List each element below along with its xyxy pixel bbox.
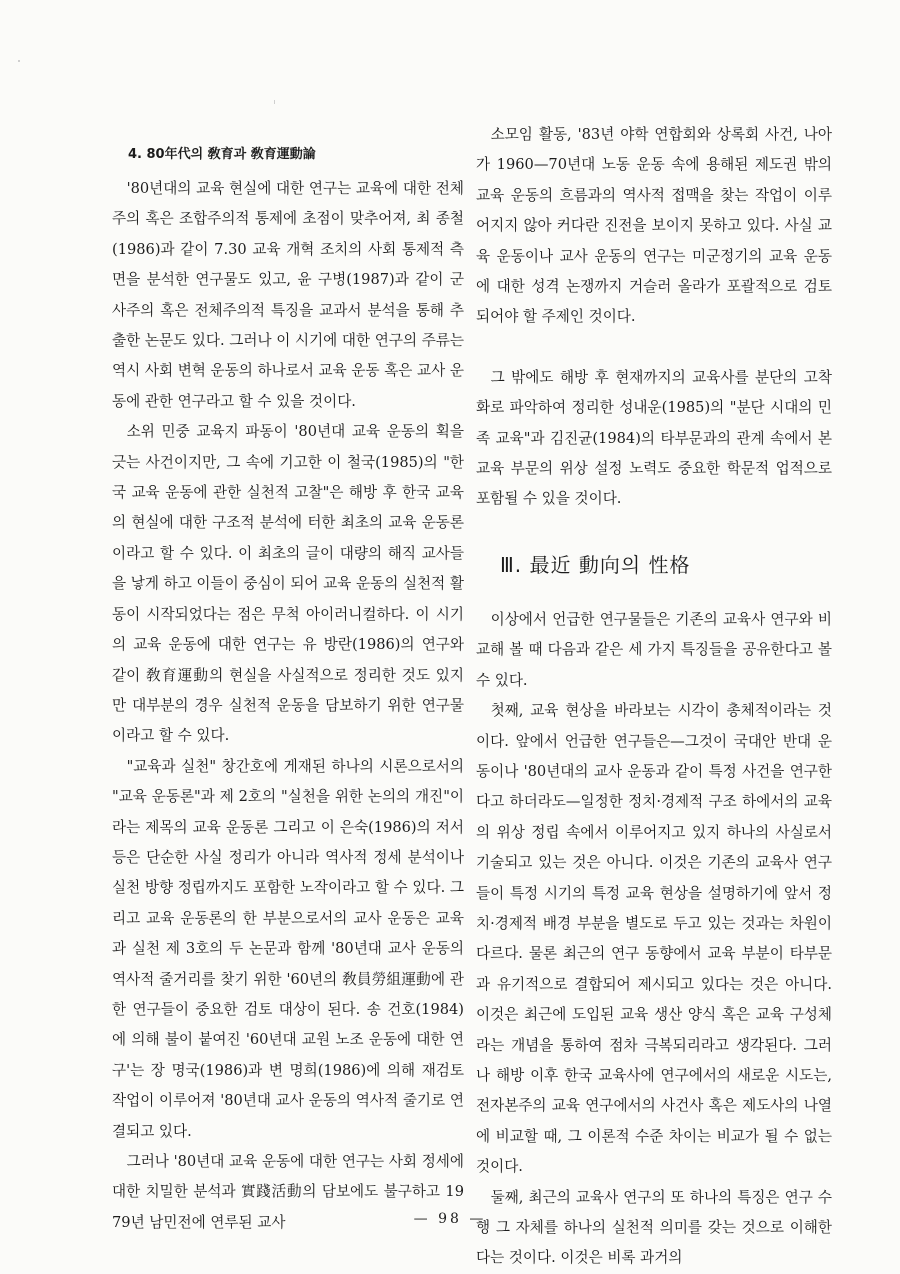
paragraph: 소위 민중 교육지 파동이 '80년대 교육 운동의 획을 긋는 사건이지만, 그 속에 기고한 이 철국(1985)의 "한국 교육 운동에 관한 실천적 고찰"은 해방 후 한국 교육의 현실에 대한 구조적 분석에 터한 최초의 교육 운동론이라고 할 수 있다. 이 최초의 글이 대량의 해직 교사들을 낳게 하고 이들이 중심이 되어 교육 운동의 실천적 활동이 시작되었다는 점은 무척 아이러니컬하다. 이 시기의 교육 운동에 대한 연구는 유 방란(1986)의 연구와 같이 敎育運動의 현실을 사실적으로 정리한 것도 있지만 대부분의 경우 실천적 운동을 담보하기 위한 연구물이라고 할 수 있다. bbox=[112, 423, 464, 745]
section-title: 4. 80年代의 敎育과 敎育運動論 bbox=[128, 147, 316, 162]
chapter-title: Ⅲ. 最近 動向의 性格 bbox=[500, 552, 691, 577]
paragraph: '80년대의 교육 현실에 대한 연구는 교육에 대한 전체주의 혹은 조합주의적 통제에 초점이 맞추어져, 최 종철(1986)과 같이 7.30 교육 개혁 조치의 사회 통제적 측면을 분석한 연구물도 있고, 윤 구병(1987)과 같이 군사주의 혹은 전체주의적 특징을 교과서 분석을 통해 추출한 논문도 있다. 그러나 이 시기에 대한 연구의 주류는 역시 사회 변혁 운동의 하나로서 교육 운동 혹은 교사 운동에 관한 연구라고 할 수 있을 것이다. bbox=[112, 180, 464, 410]
left-column bbox=[112, 120, 464, 1238]
scan-mark-left bbox=[18, 60, 20, 62]
paragraph: "교육과 실천" 창간호에 게재된 하나의 시론으로서의 "교육 운동론"과 제 2호의 "실천을 위한 논의의 개진"이라는 제목의 교육 운동론 그리고 이 은숙(1986)의 저서 등은 단순한 사실 정리가 아니라 역사적 정세 분석이나 실천 방향 정립까지도 포함한 노작이라고 할 수 있다. 그리고 교육 운동론의 한 부분으로서의 교사 운동은 교육과 실천 제 3호의 두 논문과 함께 '80년대 교사 운동의 역사적 줄거리를 찾기 위한 '60년의 敎員勞組運動에 관한 연구들이 중요한 검토 대상이 된다. 송 건호(1984)에 의해 불이 붙여진 '60년대 교원 노조 운동에 대한 연구'는 장 명국(1986)과 변 명희(1986)에 의해 재검토 작업이 이루어져 '80년대 교사 운동의 역사적 줄기로 연결되고 있다. bbox=[112, 757, 464, 1140]
paragraph: 첫째, 교육 현상을 바라보는 시각이 총체적이라는 것이다. 앞에서 언급한 연구들은—그것이 국대안 반대 운동이나 '80년대의 교사 운동과 같이 특정 사건을 연구한다고 하더라도—일정한 정치·경제적 구조 하에서의 교육의 위상 정립 속에서 이루어지고 있지 하나의 사실로서 기술되고 있는 것은 아니다. 이것은 기존의 교육사 연구들이 특정 시기의 특정 교육 현상을 설명하기에 앞서 정치·경제적 배경 부분을 별도로 두고 있는 것과는 차원이 다르다. 물론 최근의 연구 동향에서 교육 부분이 타부문과 유기적으로 결합되어 제시되고 있다는 것은 아니다. 이것은 최근에 도입된 교육 생산 양식 혹은 교육 구성체라는 개념을 통하여 점차 극복되리라고 생각된다. 그러나 해방 이후 한국 교육사에 연구에서의 새로운 시도는, 전자본주의 교육 연구에서의 사건사 혹은 제도사의 나열에 비교할 때, 그 이론적 수준 차이는 비교가 될 수 없는 것이다. bbox=[476, 702, 832, 1176]
paragraph: 둘째, 최근의 교육사 연구의 또 하나의 특징은 연구 수행 그 자체를 하나의 실천적 의미를 갖는 것으로 이해한다는 것이다. 이것은 비록 과거의 bbox=[476, 1188, 832, 1267]
paragraph: 그러나 '80년대 교육 운동에 대한 연구는 사회 정세에 대한 치밀한 분석과 實踐活動의 담보에도 불구하고 1979년 남민전에 연루된 교사 bbox=[112, 1153, 464, 1231]
paragraph: 이상에서 언급한 연구물들은 기존의 교육사 연구와 비교해 볼 때 다음과 같은 세 가지 특징들을 공유한다고 볼 수 있다. bbox=[476, 610, 832, 689]
scan-mark-top bbox=[274, 100, 275, 104]
page-number: — 98 — bbox=[413, 1211, 487, 1227]
paragraph: 소모임 활동, '83년 야학 연합회와 상록회 사건, 나아가 1960—70년대 노동 운동 속에 용해된 제도권 밖의 교육 운동의 흐름과의 역사적 접맥을 찾는 작업이 이루어지지 않아 커다란 진전을 보이지 못하고 있다. 사실 교육 운동이나 교사 운동의 연구는 미군정기의 교육 운동에 대한 성격 논쟁까지 거슬러 올라가 포괄적으로 검토되어야 할 주제인 것이다. bbox=[476, 126, 832, 326]
paragraph: 그 밖에도 해방 후 현재까지의 교육사를 분단의 고착화로 파악하여 정리한 성내운(1985)의 "분단 시대의 민족 교육"과 김진균(1984)의 타부문과의 관계 속에서 본 교육 부문의 위상 설정 노력도 중요한 학문적 업적으로 포함될 수 있을 것이다. bbox=[476, 368, 832, 508]
right-column bbox=[476, 120, 832, 1274]
